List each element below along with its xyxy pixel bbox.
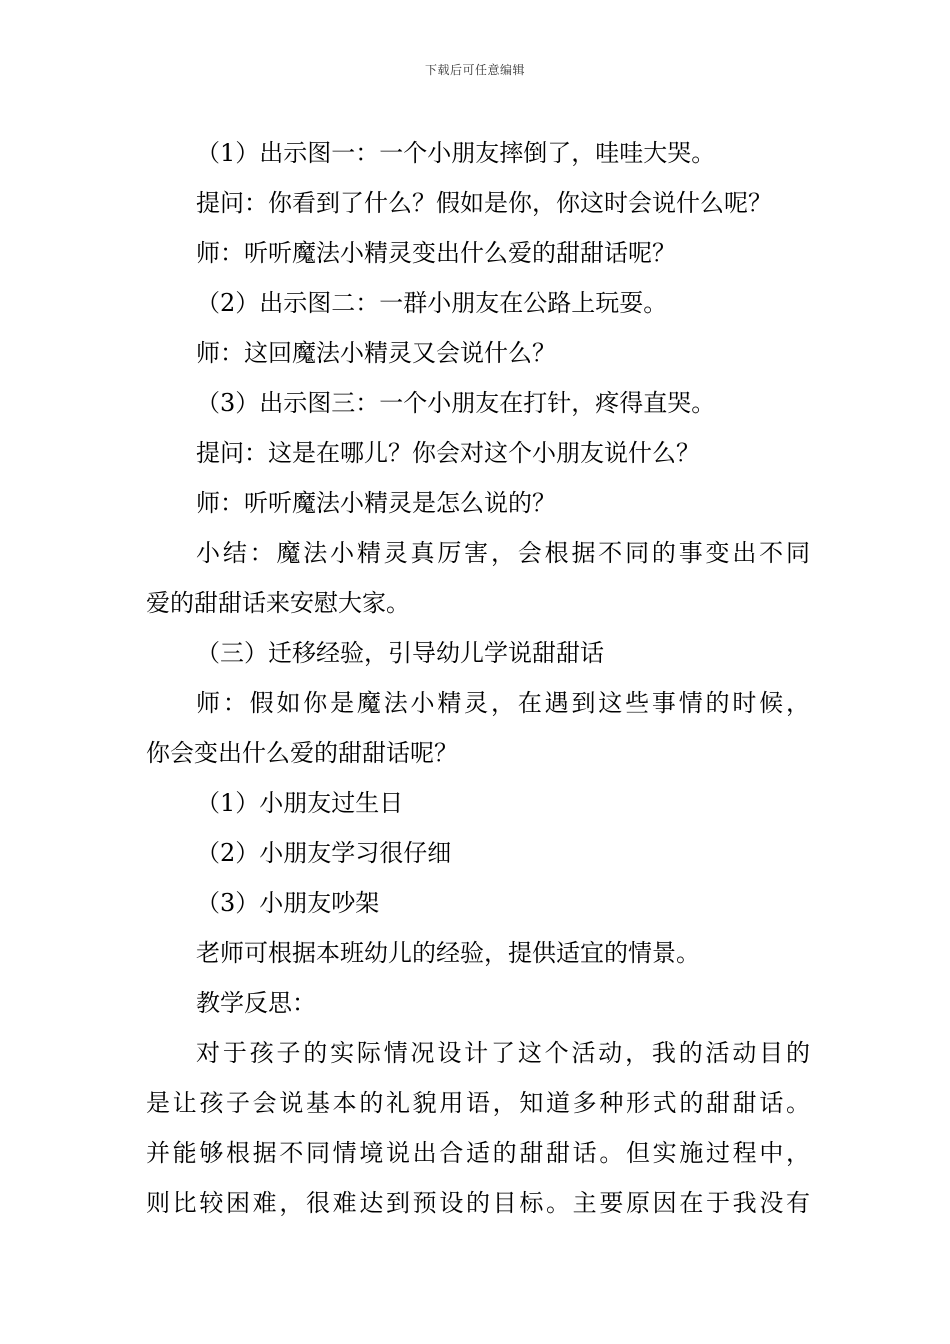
paragraph-line: （2）出示图二：一群小朋友在公路上玩耍。 xyxy=(196,289,668,317)
paragraph-line: 师：听听魔法小精灵变出什么爱的甜甜话呢？ xyxy=(196,239,676,267)
paragraph-line: （1）出示图一：一个小朋友摔倒了，哇哇大哭。 xyxy=(196,139,716,167)
paragraph-line: 是让孩子会说基本的礼貌用语，知道多种形式的甜甜话。 xyxy=(146,1089,810,1117)
section-heading: 教学反思： xyxy=(196,989,316,1017)
paragraph-line: 对于孩子的实际情况设计了这个活动，我的活动目的 xyxy=(196,1039,810,1067)
paragraph-line: 小结：魔法小精灵真厉害，会根据不同的事变出不同 xyxy=(196,539,810,567)
paragraph-line: 爱的甜甜话来安慰大家。 xyxy=(146,589,410,617)
paragraph-line: 师：这回魔法小精灵又会说什么？ xyxy=(196,339,556,367)
paragraph-line: 并能够根据不同情境说出合适的甜甜话。但实施过程中， xyxy=(146,1139,810,1167)
paragraph-line: 师：听听魔法小精灵是怎么说的？ xyxy=(196,489,556,517)
paragraph-line: 提问：你看到了什么？假如是你，你这时会说什么呢？ xyxy=(196,189,772,217)
paragraph-line: 师：假如你是魔法小精灵，在遇到这些事情的时候， xyxy=(196,689,810,717)
paragraph-line: 则比较困难，很难达到预设的目标。主要原因在于我没有 xyxy=(146,1189,810,1217)
paragraph-line: （3）出示图三：一个小朋友在打针，疼得直哭。 xyxy=(196,389,716,417)
paragraph-line: 老师可根据本班幼儿的经验，提供适宜的情景。 xyxy=(196,939,700,967)
list-item: （3）小朋友吵架 xyxy=(196,889,380,917)
paragraph-line: 你会变出什么爱的甜甜话呢？ xyxy=(146,739,458,767)
page-header: 下载后可任意编辑 xyxy=(424,63,525,77)
paragraph-line: 提问：这是在哪儿？你会对这个小朋友说什么？ xyxy=(196,439,700,467)
list-item: （1）小朋友过生日 xyxy=(196,789,404,817)
document-body xyxy=(146,128,810,1228)
section-heading: （三）迁移经验，引导幼儿学说甜甜话 xyxy=(196,639,604,667)
list-item: （2）小朋友学习很仔细 xyxy=(196,839,452,867)
